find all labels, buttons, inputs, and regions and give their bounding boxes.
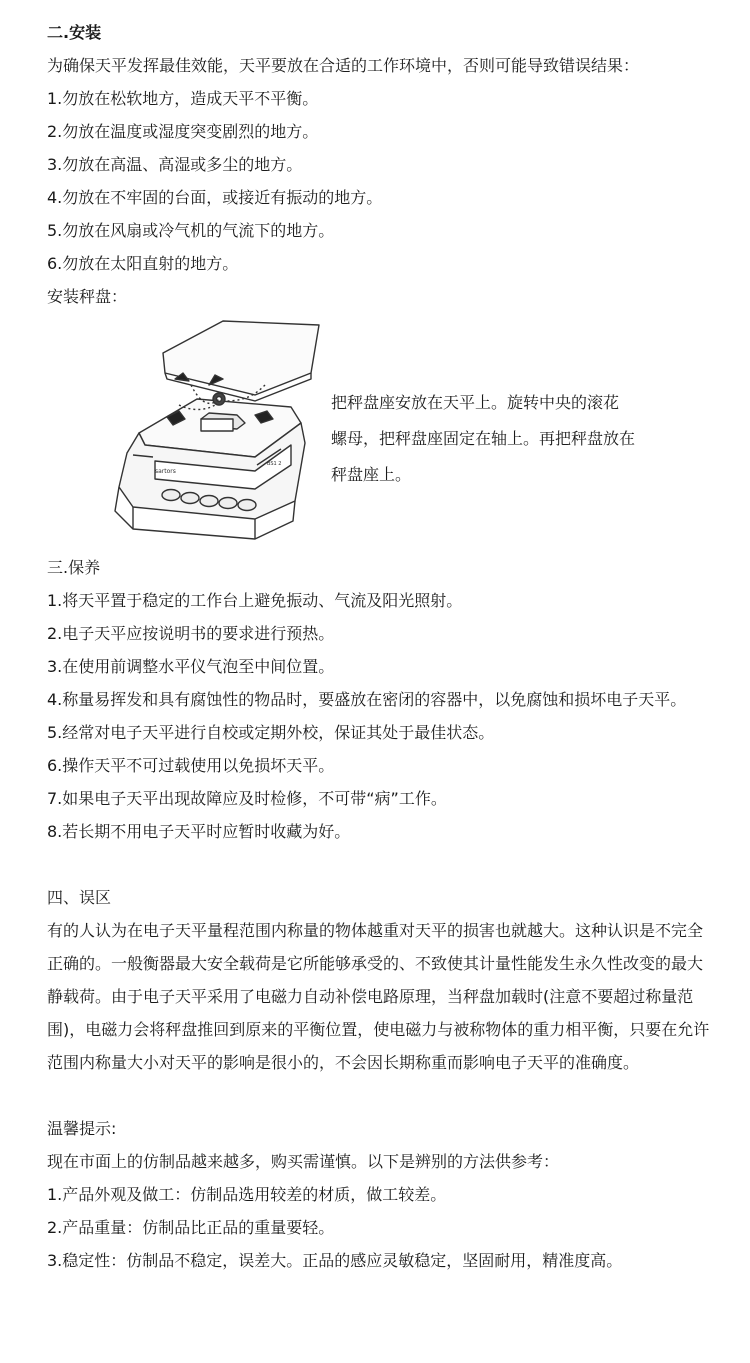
balance-model-text: BS1 2 (267, 461, 282, 467)
install-item: 1.勿放在松软地方，造成天平不平衡。 (47, 89, 319, 108)
maintenance-item: 4.称量易挥发和具有腐蚀性的物品时，要盛放在密闭的容器中，以免腐蚀和损坏电子天平。 (47, 690, 687, 709)
install-item: 2.勿放在温度或湿度突变剧烈的地方。 (47, 122, 319, 141)
caption-line: 把秤盘座安放在天平上。旋转中央的滚花 (331, 393, 620, 412)
maintenance-item: 8.若长期不用电子天平时应暂时收藏为好。 (47, 822, 351, 841)
document-body (47, 16, 712, 1277)
misconception-paragraph: 有的人认为在电子天平量程范围内称量的物体越重对天平的损害也就越大。这种认识是不完全正确的。一般衡器最大安全载荷是它所能够承受的、不致使其计量性能发生永久性改变的最大静载荷。由于电子天平采用了电磁力自动补偿电路原理，当秤盘加载时(注意不要超过称量范围)，电磁力会将秤盘推回到原来的平衡位置，使电磁力与被称物体的重力相平衡，只要在允许范围内称量大小对天平的影响是很小的，不会因长期称重而影响电子天平的准确度。 (47, 921, 710, 1072)
misconception-title: 四、误区 (47, 888, 112, 907)
section-spacer (47, 848, 712, 881)
caption-line: 秤盘座上。 (331, 465, 412, 484)
pan-install-label: 安装秤盘： (47, 287, 128, 306)
install-item: 3.勿放在高温、高湿或多尘的地方。 (47, 155, 303, 174)
maintenance-item: 5.经常对电子天平进行自校或定期外校，保证其处于最佳状态。 (47, 723, 495, 742)
maintenance-item: 3.在使用前调整水平仪气泡至中间位置。 (47, 657, 335, 676)
tips-intro: 现在市面上的仿制品越来越多，购买需谨慎。以下是辨别的方法供参考： (47, 1152, 560, 1171)
install-item: 6.勿放在太阳直射的地方。 (47, 254, 239, 273)
install-intro: 为确保天平发挥最佳效能，天平要放在合适的工作环境中，否则可能导致错误结果： (47, 56, 640, 75)
install-item: 4.勿放在不牢固的台面，或接近有振动的地方。 (47, 188, 383, 207)
balance-illustration (105, 315, 355, 541)
install-item: 5.勿放在风扇或冷气机的气流下的地方。 (47, 221, 335, 240)
balance-brand-text: sartors (155, 468, 176, 475)
section-spacer (47, 1079, 712, 1112)
pan-install-caption (331, 385, 671, 493)
maintenance-item: 2.电子天平应按说明书的要求进行预热。 (47, 624, 335, 643)
maintenance-title: 三.保养 (47, 558, 101, 577)
pan-install-figure-row (47, 313, 712, 551)
tips-item: 3.稳定性：仿制品不稳定，误差大。正品的感应灵敏稳定，坚固耐用，精准度高。 (47, 1251, 623, 1270)
tips-item: 1.产品外观及做工：仿制品选用较差的材质，做工较差。 (47, 1185, 447, 1204)
maintenance-item: 1.将天平置于稳定的工作台上避免振动、气流及阳光照射。 (47, 591, 463, 610)
maintenance-item: 7.如果电子天平出现故障应及时检修，不可带“病”工作。 (47, 789, 447, 808)
tips-item: 2.产品重量：仿制品比正品的重量要轻。 (47, 1218, 335, 1237)
install-title: 二.安装 (47, 23, 102, 42)
maintenance-item: 6.操作天平不可过载使用以免损坏天平。 (47, 756, 335, 775)
tips-title: 温馨提示: (47, 1119, 117, 1138)
caption-line: 螺母，把秤盘座固定在轴上。再把秤盘放在 (331, 429, 636, 448)
